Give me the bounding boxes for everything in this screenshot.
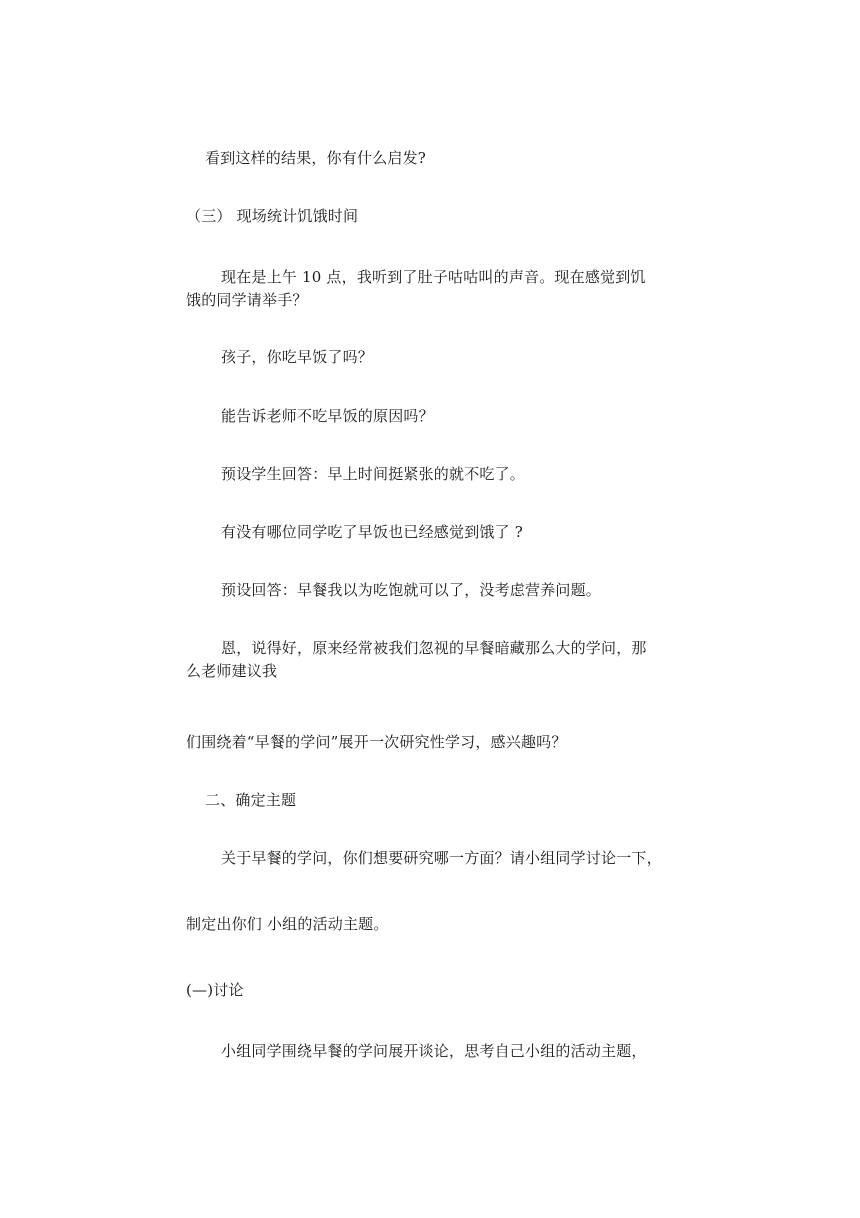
paragraph-line-ten-oclock: 现在是上午 10 点，我听到了肚子咕咕叫的声音。现在感觉到饥 xyxy=(221,268,646,286)
paragraph-reason: 能告诉老师不吃早饭的原因吗？ xyxy=(221,407,434,425)
paragraph-preset-student-answer: 预设学生回答：早上时间挺紧张的就不吃了。 xyxy=(221,465,526,483)
paragraph-research-study: 们围绕着“早餐的学问”展开一次研究性学习，感兴趣吗？ xyxy=(186,733,567,751)
paragraph-question-inspiration: 看到这样的结果，你有什么启发? xyxy=(205,149,427,167)
section-heading-determine-topic: 二、确定主题 xyxy=(205,791,297,809)
paragraph-line-raise-hands: 饿的同学请举手？ xyxy=(186,291,308,309)
paragraph-line-breakfast-knowledge: 恩，说得好，原来经常被我们忽视的早餐暗藏那么大的学问，那 xyxy=(221,639,647,657)
paragraph-preset-answer: 预设回答：早餐我以为吃饱就可以了，没考虑营养问题。 xyxy=(221,581,602,599)
paragraph-line-discuss: 关于早餐的学问，你们想要研究哪一方面？请小组同学讨论一下， xyxy=(221,849,662,867)
paragraph-still-hungry: 有没有哪位同学吃了早饭也已经感觉到饿了 ? xyxy=(221,523,524,541)
paragraph-ate-breakfast: 孩子，你吃早饭了吗？ xyxy=(221,348,374,366)
section-heading-discussion: (—)讨论 xyxy=(186,981,244,999)
paragraph-line-teacher-suggest: 么老师建议我 xyxy=(186,662,278,680)
section-heading-hunger-time: （三） 现场统计饥饿时间 xyxy=(186,207,359,225)
paragraph-line-group-topic: 制定出你们 小组的活动主题。 xyxy=(186,915,389,933)
paragraph-group-discussion: 小组同学围绕早餐的学问展开谈论，思考自己小组的活动主题， xyxy=(221,1042,647,1060)
